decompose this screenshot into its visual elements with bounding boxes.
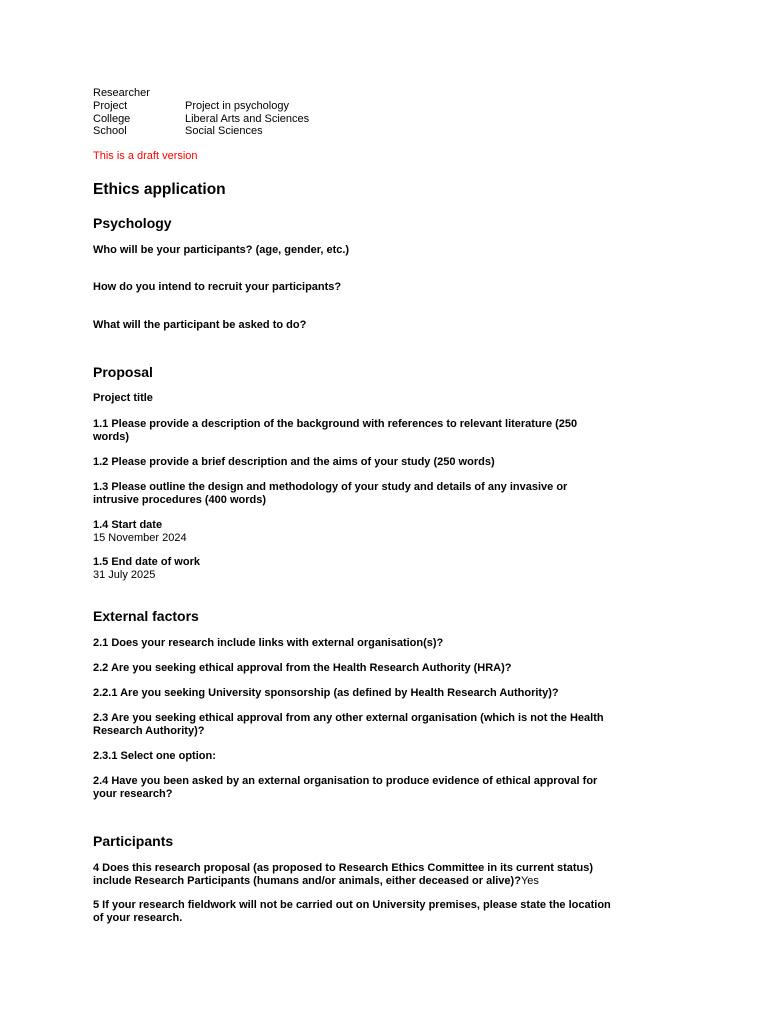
project-title-label: Project title [93, 392, 153, 404]
start-date-label: 1.4 Start date [93, 519, 163, 531]
question-4-text: 4 Does this research proposal (as proposed to Research Ethics Committee in its current status) include Research Participants (humans and/or animals, either deceased or alive)? [93, 862, 594, 887]
question-2-2: 2.2 Are you seeking ethical approval from the Health Research Authority (HRA)? [93, 662, 512, 674]
question-2-3-1: 2.3.1 Select one option: [93, 750, 216, 762]
section-heading-proposal: Proposal [93, 364, 153, 380]
meta-label: School [93, 125, 127, 138]
end-date-label: 1.5 End date of work [93, 556, 200, 568]
question-participants: Who will be your participants? (age, gender, etc.) [93, 244, 350, 256]
question-4-answer: Yes [520, 874, 539, 887]
question-2-1: 2.1 Does your research include links with external organisation(s)? [93, 637, 444, 649]
section-heading-psychology: Psychology [93, 215, 172, 231]
meta-label: College [93, 112, 131, 125]
end-date-field [93, 556, 613, 582]
question-4 [93, 862, 613, 888]
meta-row-project [93, 100, 309, 113]
question-1-3: 1.3 Please outline the design and methodology of your study and details of any invasive or intrusive procedures (400 words) [93, 481, 568, 506]
meta-row-researcher [93, 87, 309, 100]
start-date-value: 15 November 2024 [93, 531, 187, 544]
section-heading-participants: Participants [93, 833, 174, 849]
meta-value: Project in psychology [185, 99, 289, 112]
draft-notice: This is a draft version [93, 150, 198, 162]
question-recruitment: How do you intend to recruit your participants? [93, 281, 342, 293]
meta-value: Liberal Arts and Sciences [185, 112, 310, 125]
meta-value: Social Sciences [185, 125, 263, 138]
meta-label: Project [93, 99, 128, 112]
question-2-3: 2.3 Are you seeking ethical approval from any other external organisation (which is not the Health Research Authority)? [93, 712, 604, 737]
meta-row-college [93, 113, 309, 126]
question-1-2: 1.2 Please provide a brief description and the aims of your study (250 words) [93, 456, 495, 468]
project-meta [93, 87, 309, 138]
end-date-value: 31 July 2025 [93, 568, 156, 581]
question-5: 5 If your research fieldwork will not be carried out on University premises, please state the location of your research. [93, 899, 611, 924]
meta-row-school [93, 125, 309, 138]
start-date-field [93, 519, 613, 545]
question-1-1: 1.1 Please provide a description of the background with references to relevant literature (250 words) [93, 418, 578, 443]
question-2-4: 2.4 Have you been asked by an external organisation to produce evidence of ethical approval for your research? [93, 775, 598, 800]
question-2-2-1: 2.2.1 Are you seeking University sponsorship (as defined by Health Research Authority)? [93, 687, 559, 699]
question-participant-tasks: What will the participant be asked to do? [93, 319, 307, 331]
document-title: Ethics application [93, 181, 226, 198]
section-heading-external-factors: External factors [93, 608, 199, 624]
meta-label: Researcher [93, 87, 150, 99]
